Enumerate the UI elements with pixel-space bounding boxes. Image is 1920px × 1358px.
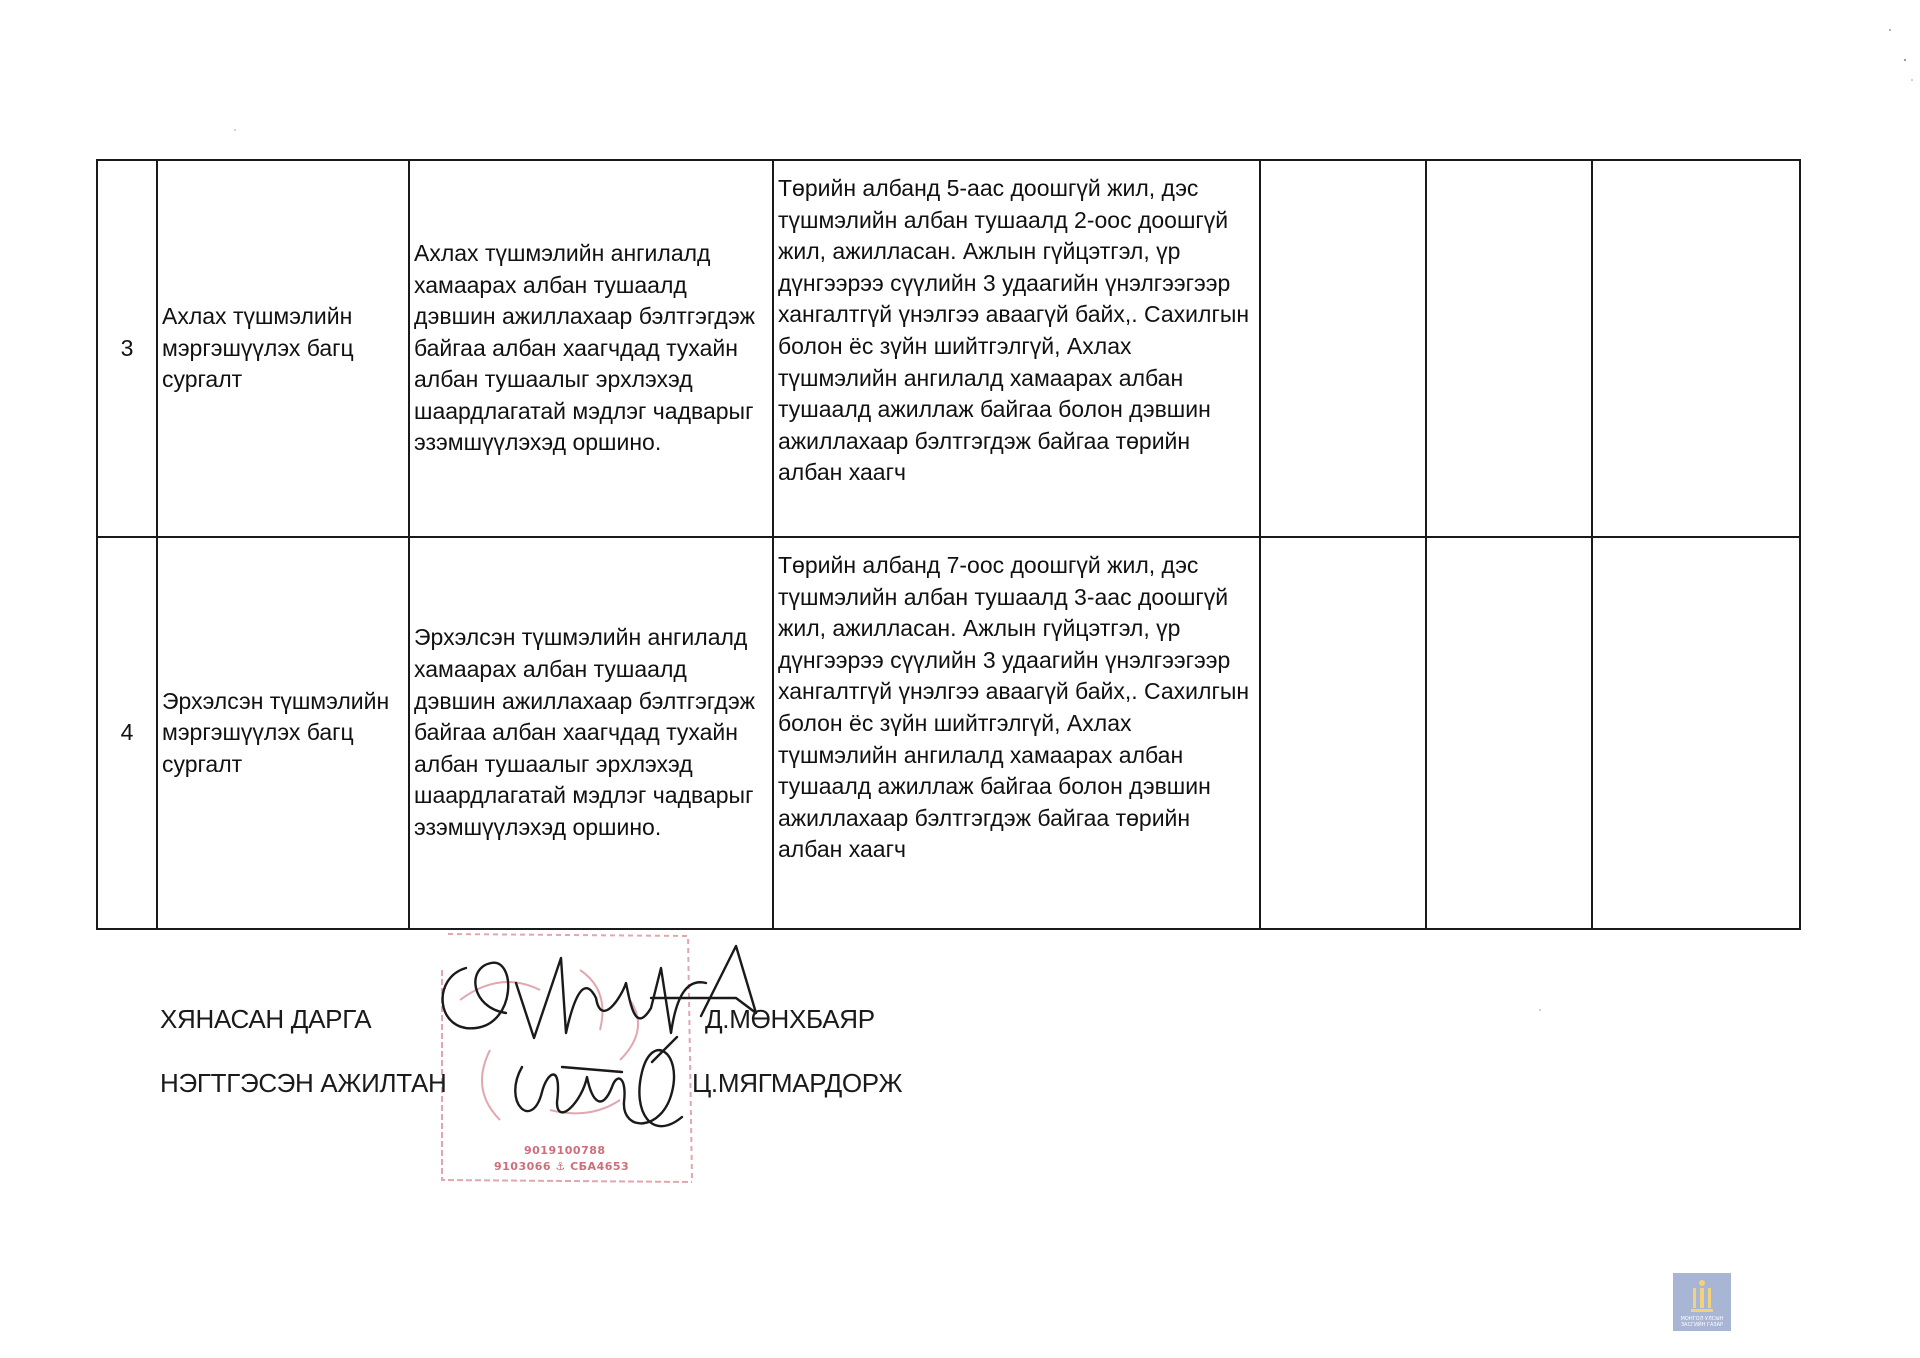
emblem-caption: МОНГОЛ УЛСЫН ЗАСГИЙН ГАЗАР xyxy=(1680,1316,1724,1328)
participants-text: Төрийн албанд 7-оос доошгүй жил, дэс түшмэлийн албан тушаалд 3-аас доошгүй жил, ажилласан. Ажлын гүйцэтгэл, үр дүнгээрээ сүүлийн 3 удаагийн үнэлгээгээр хангалтгүй үнэлгээ аваагүй байх,. Сахилгын болон ёс зүйн шийтгэлгүй, Ахлах түшмэлийн ангилалд хамаарах албан тушаалд ажиллаж байгаа болон дэвшин ажиллахаар бэлтгэгдэж байгаа төрийн албан хаагч xyxy=(778,552,1250,863)
reviewer-name: Д.МӨНХБАЯР xyxy=(705,1004,875,1034)
training-name: Ахлах түшмэлийн мэргэшүүлэх багц сургалт xyxy=(162,303,354,393)
row-number: 4 xyxy=(120,719,134,746)
reviewer-role: ХЯНАСАН ДАРГА xyxy=(160,1004,372,1034)
training-name: Эрхэлсэн түшмэлийн мэргэшүүлэх багц сургалт xyxy=(162,687,390,777)
training-purpose: Эрхэлсэн түшмэлийн ангилалд хамаарах албан тушаалд дэвшин ажиллахаар бэлтгэгдэж байгаа албан хаагчдад тухайн албан тушаалыг эрхлэхэд шаардлагатай мэдлэг чадварыг эзэмшүүлэхэд оршино. xyxy=(414,624,756,840)
stamp-line-2: 9103066 ⚓ СБА4653 xyxy=(494,1160,630,1173)
compiler-name: Ц.МЯГМАРДОРЖ xyxy=(692,1068,903,1098)
row-number: 3 xyxy=(120,334,134,361)
participants-text: Төрийн албанд 5-аас доошгүй жил, дэс түшмэлийн албан тушаалд 2-оос доошгүй жил, ажилласан. Ажлын гүйцэтгэл, үр дүнгээрээ сүүлийн 3 удаагийн үнэлгээгээр хангалтгүй үнэлгээ аваагүй байх,. Сахилгын болон ёс зүйн шийтгэлгүй, Ахлах түшмэлийн ангилалд хамаарах албан тушаалд ажиллаж байгаа болон дэвшин ажиллахаар бэлтгэгдэж байгаа төрийн албан хаагч xyxy=(778,175,1250,486)
compiler-role: НЭГТГЭСЭН АЖИЛТАН xyxy=(160,1068,447,1098)
stamp-line-1: 9019100788 xyxy=(524,1144,606,1157)
training-purpose: Ахлах түшмэлийн ангилалд хамаарах албан тушаалд дэвшин ажиллахаар бэлтгэгдэж байгаа албан хаагчдад тухайн албан тушаалыг эрхлэхэд шаардлагатай мэдлэг чадварыг эзэмшүүлэхэд оршино. xyxy=(414,239,756,456)
